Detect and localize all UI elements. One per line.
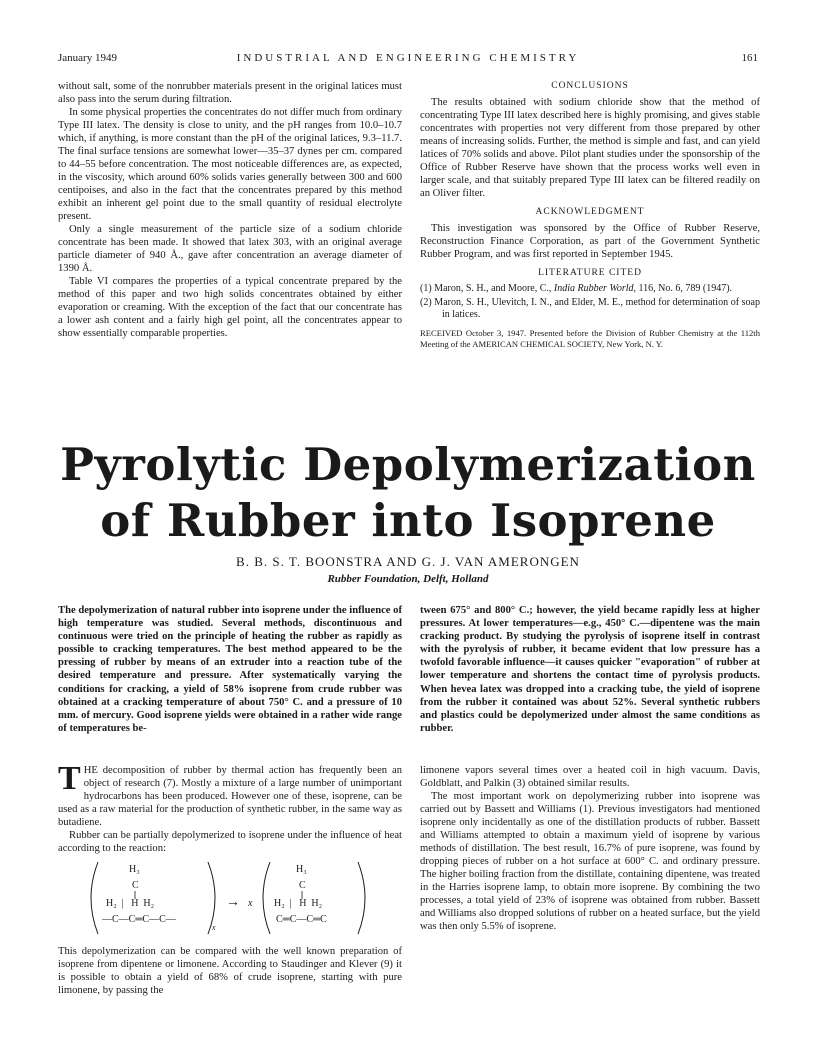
right-chain: C═C—C═C	[276, 914, 327, 925]
running-header-date: January 1949	[58, 52, 117, 64]
running-header-journal: INDUSTRIAL AND ENGINEERING CHEMISTRY	[236, 52, 580, 64]
left-ch3: H₃	[129, 864, 140, 875]
paragraph: HE decomposition of rubber by thermal action has frequently been an object of research (7). Mostly a mixture of a large number of unimportant hydrocarbons has been produced. However one of these, isoprene, can be used as a raw material for the production of synthetic rubber, in the same way as butadiene.	[58, 765, 402, 828]
affiliation: Rubber Foundation, Delft, Holland	[327, 573, 489, 585]
paragraph: The most important work on depolymerizing rubber into isoprene was carried out by Bassett and Williams (1). Previous investigators had mentioned isoprene only incidentally as one of the distillation products of rubber. Bassett and Williams attempted to obtain a maximum yield of isoprene by various methods of distillation. The best result, 16.7% of pure isoprene, was found by dropping pieces of rubber on a hot surface at 600° C. and ordinary pressure. The higher boiling fraction from the distillate, containing dipentene, was treated in the Harries isoprene lamp, to obtain more isoprene. By combining the two processes, a total yield of 23% of isoprene was obtained from rubber. Bassett and Williams also dropped solutions of rubber on a heated surface, but the yield was then only 5.5% of isoprene.	[420, 791, 760, 932]
acknowledgment-heading: ACKNOWLEDGMENT	[535, 207, 645, 217]
paragraph: This depolymerization can be compared with the well known preparation of isoprene from dipentene or limonene. According to Staudinger and Klever (9) it is possible to obtain a yield of 68% of crude isoprene, starting with pure limonene, by passing the	[58, 946, 402, 996]
paragraph: Only a single measurement of the particle size of a sodium chloride concentrate has been made. It showed that latex 303, with an original average particle diameter of 940 Å., gave after concentration an average diameter of 1390 Å.	[58, 224, 402, 274]
left-paren-2	[263, 862, 270, 934]
authors: B. B. S. T. BOONSTRA AND G. J. VAN AMERONGEN	[236, 554, 580, 569]
article-title-line-2: of Rubber into Isoprene	[100, 494, 716, 547]
left-chain: —C—C═C—C—	[102, 914, 176, 925]
body-left-column	[58, 760, 402, 997]
page-number: 161	[741, 52, 758, 64]
paragraph: without salt, some of the nonrubber materials present in the original latices must also pass into the serum during filtration.	[58, 81, 402, 105]
right-ch3: H₃	[296, 864, 307, 875]
depolymerization-reaction-equation	[58, 858, 402, 938]
conclusions-text: The results obtained with sodium chloride show that the method of concentrating Type III latex described here is highly promising, and gives stable concentrates with properties not very different from those prepared by other means of increasing solids. Further, the method is simple and fast, and can yield latices of 70% solids and above. Pilot plant studies under the sponsorship of the Office of Rubber Reserve have shown that the process works well even in larger scale, and that suitably prepared Type III latex can be filtered readily on an Oliver filter.	[420, 97, 760, 199]
paragraph: limonene vapors several times over a heated coil in high vacuum. Davis, Goldblatt, and Palkin (3) obtained similar results.	[420, 765, 760, 789]
abstract-left-column: The depolymerization of natural rubber into isoprene under the influence of high temperature was studied. Several methods, discontinuous and continuous were tried on the principle of heating the rubber as rapidly as possible to cracking temperatures. The best method appeared to be the pressing of rubber by means of an extruder into a reaction tube of the desired temperature and pressure. After systematically varying the conditions for cracking, a yield of 58% isoprene from crude rubber was obtained at a cracking temperature of about 750° C. and a pressure of 10 mm. of mercury. Good isoprene yields were obtained in a rather wide range of temperatures be-	[58, 605, 402, 734]
left-c: C	[132, 880, 139, 891]
left-paren	[91, 862, 98, 934]
acknowledgment-text: This investigation was sponsored by the Office of Rubber Reserve, Reconstruction Finance Corporation, as part of the Government Synthetic Rubber Program, and was first reported in September 1945.	[420, 223, 760, 260]
paragraph: Rubber can be partially depolymerized to isoprene under the influence of heat according to the reaction:	[58, 830, 402, 854]
previous-article-right-column	[420, 80, 760, 350]
reference-item: (2) Maron, S. H., Ulevitch, I. N., and Elder, M. E., method for determination of soap in latices.	[420, 296, 760, 320]
reaction-arrow: →	[226, 895, 240, 910]
paragraph: Table VI compares the properties of a typical concentrate prepared by the method of this paper and two high solids concentrates obtained by either evaporation or creaming. With the exception of the fact that our concentrate has a lower ash content and a fairly high gel point, all the concentrates appear to show essentially comparable properties.	[58, 276, 402, 339]
abstract-right-column: tween 675° and 800° C.; however, the yield became rapidly less at higher pressures. At lower temperatures—e.g., 450° C.—dipentene was the main cracking product. By studying the pyrolysis of isoprene itself in contrast with the pyrolysis of rubber, it became evident that low pressure has a twofold favorable influence—it causes quicker "evaporation" of rubber at lower temperature and shortens the contact time of pyrolysis products. When hevea latex was dropped into a cracking tube, the yield of isoprene from the rubber it contained was about 52%. Several synthetic rubbers and plastics could be depolymerized under almost the same conditions as rubber.	[420, 605, 760, 734]
received-note: RECEIVED October 3, 1947. Presented before the Division of Rubber Chemistry at the 112th Meeting of the AMERICAN CHEMICAL SOCIETY, New York, N. Y.	[420, 327, 760, 349]
previous-article-left-column	[58, 80, 402, 340]
right-paren-2	[358, 862, 365, 934]
right-h-row: H₂ | H H₂	[274, 898, 323, 909]
left-h-row: H₂ | H H₂	[106, 898, 155, 909]
literature-cited-heading: LITERATURE CITED	[538, 268, 642, 278]
conclusions-heading: CONCLUSIONS	[551, 81, 629, 91]
reference-item: (1) Maron, S. H., and Moore, C., India Rubber World, 116, No. 6, 789 (1947).	[420, 283, 733, 294]
coefficient: x	[248, 898, 253, 909]
right-c: C	[299, 880, 306, 891]
body-right-column	[420, 764, 760, 933]
left-subscript: x	[212, 923, 216, 932]
paragraph: In some physical properties the concentrates do not differ much from ordinary Type III latex. The density is close to unity, and the pH ranges from 10.0–10.7 which, if anything, is more constant than the pH of the original latices, 9.3–11.7. The final surface tensions are somewhat lower—35–37 dynes per cm. compared to 44–55 before concentration. The most noticeable differences are, as expected, in the viscosity, which around 60% solids varies generally between 300 and 600 centipoises, and also in the fact that the concentrates prepared by this method exhibit an inherent gel point due to the small quantity of residual electrolyte present.	[58, 107, 402, 222]
drop-cap: T	[58, 760, 81, 797]
article-title-line-1: Pyrolytic Depolymerization	[60, 438, 756, 491]
reference-list	[420, 283, 760, 322]
